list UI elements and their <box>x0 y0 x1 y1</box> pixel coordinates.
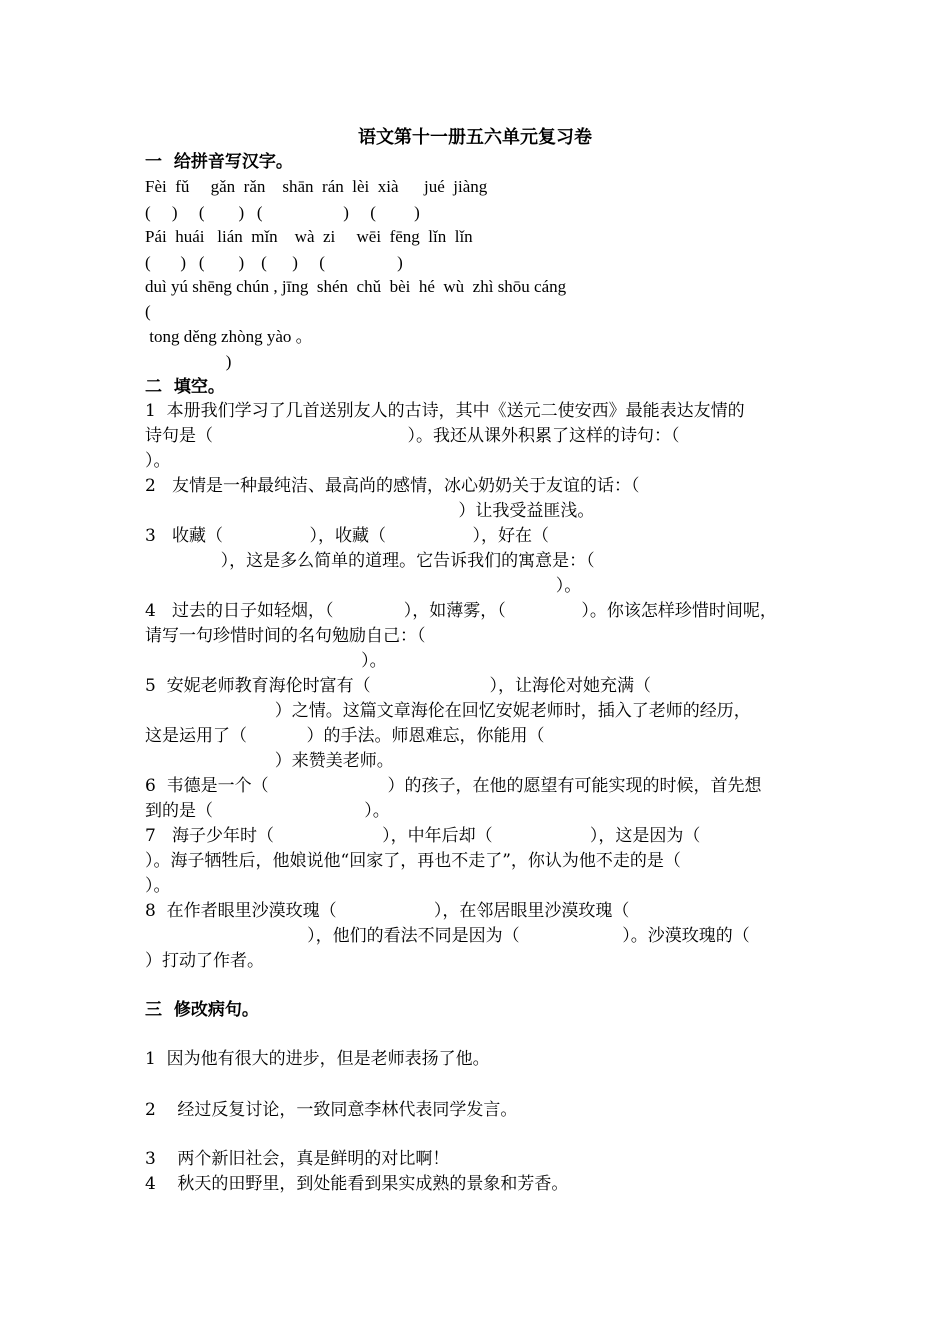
fill-q3-line-1: 3 收藏（ ），收藏（ ），好在（ <box>145 526 549 546</box>
sentence-q2: 2 经过反复讨论，一致同意李林代表同学发言。 <box>145 1100 518 1120</box>
answer-blanks-line-2: ( ) ( ) ( ) ( ) <box>145 253 403 272</box>
pinyin-line-3: duì yú shēng chún , jīng shén chǔ bèi hé wù zhì shōu cáng <box>145 277 567 296</box>
section-2-heading: 二 填空。 <box>145 377 225 397</box>
page-title: 语文第十一册五六单元复习卷 <box>358 127 592 148</box>
pinyin-line-1: Fèi fǔ gǎn rǎn shān rán lèi xià jué jiàng <box>145 177 488 196</box>
fill-q1-line-2: 诗句是（ ）。我还从课外积累了这样的诗句：（ <box>145 426 680 446</box>
fill-q8-line-2: ），他们的看法不同是因为（ ）。沙漠玫瑰的（ <box>145 926 750 946</box>
fill-q4-line-2: 请写一句珍惜时间的名句勉励自己：（ <box>145 626 426 646</box>
fill-q2-line-1: 2 友情是一种最纯洁、最高尚的感情，冰心奶奶关于友谊的话：（ <box>145 476 640 496</box>
answer-blanks-line-4: ) <box>145 352 232 371</box>
fill-q5-line-3: 这是运用了（ ）的手法。师恩难忘，你能用（ <box>145 726 545 746</box>
fill-q1-line-1: 1 本册我们学习了几首送别友人的古诗，其中《送元二使安西》最能表达友情的 <box>145 401 745 421</box>
fill-q3-line-3: ）。 <box>145 576 582 596</box>
fill-q5-line-4: ）来赞美老师。 <box>145 751 394 771</box>
fill-q4-line-1: 4 过去的日子如轻烟，（ ），如薄雾，（ ）。你该怎样珍惜时间呢， <box>145 601 777 621</box>
fill-q2-line-2: ）让我受益匪浅。 <box>145 501 595 521</box>
fill-q7-line-1: 7 海子少年时（ ），中年后却（ ），这是因为（ <box>145 826 701 846</box>
fill-q7-line-2: ）。海子牺牲后，他娘说他“回家了，再也不走了”，你认为他不走的是（ <box>145 851 681 871</box>
sentence-q1: 1 因为他有很大的进步，但是老师表扬了他。 <box>145 1049 490 1069</box>
pinyin-line-4: tong děng zhòng yào 。 <box>145 327 313 346</box>
fill-q8-line-1: 8 在作者眼里沙漠玫瑰（ ），在邻居眼里沙漠玫瑰（ <box>145 901 630 921</box>
fill-q6-line-1: 6 韦德是一个（ ）的孩子，在他的愿望有可能实现的时候，首先想 <box>145 776 762 796</box>
section-1-heading: 一 给拼音写汉字。 <box>145 152 293 172</box>
fill-q5-line-2: ）之情。这篇文章海伦在回忆安妮老师时，插入了老师的经历， <box>145 701 751 721</box>
fill-q6-line-2: 到的是（ ）。 <box>145 801 390 821</box>
fill-q8-line-3: ）打动了作者。 <box>145 951 264 971</box>
sentence-q3: 3 两个新旧社会，真是鲜明的对比啊！ <box>145 1149 450 1169</box>
section-3-heading: 三 修改病句。 <box>145 1000 259 1020</box>
sentence-q4: 4 秋天的田野里，到处能看到果实成熟的景象和芳香。 <box>145 1174 569 1194</box>
answer-blanks-line-1: ( ) ( ) ( ) ( ) <box>145 203 420 222</box>
fill-q7-line-3: ）。 <box>145 876 171 896</box>
answer-blanks-line-3: ( <box>145 302 151 321</box>
fill-q5-line-1: 5 安妮老师教育海伦时富有（ ），让海伦对她充满（ <box>145 676 652 696</box>
pinyin-line-2: Pái huái lián mǐn wà zi wēi fēng lǐn lǐn <box>145 227 473 246</box>
fill-q4-line-3: ）。 <box>145 651 387 671</box>
fill-q3-line-2: ），这是多么简单的道理。它告诉我们的寓意是：（ <box>145 551 595 571</box>
fill-q1-line-3: ）。 <box>145 451 171 471</box>
